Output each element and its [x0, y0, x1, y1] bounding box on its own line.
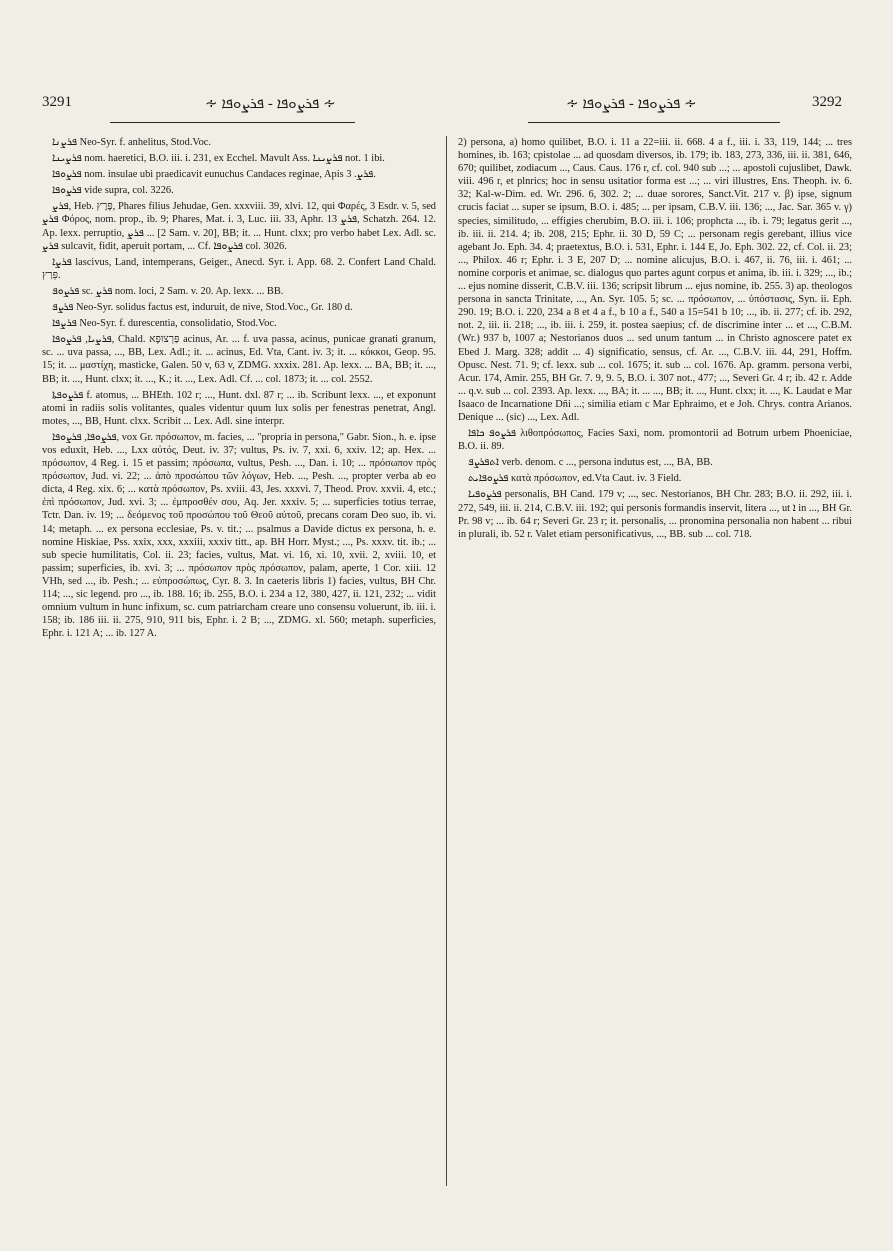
header-title-left: ∻ ܦܪܨܘܦܐ - ܦܪܨܘܦܐ ∻: [205, 96, 336, 112]
dictionary-entry: ܦܪܨܘܦܐܝܬ κατὰ πρόσωπον, ed.Vta Caut. iv. 3 Field.: [468, 473, 682, 485]
dictionary-entry: ܦܪܨܘܦܐ nom. insulae ubi praedicavit eunuchus Candaces reginae, Apis ܦܪܨ. 3.: [52, 169, 376, 181]
running-header: [0, 94, 893, 114]
dictionary-entry: ܦܪܨܘܦ sc. ܦܪܨ nom. loci, 2 Sam. v. 20. Ap. lexx. ... BB.: [52, 285, 284, 297]
dictionary-entry: ܦܪܨܝܢܐ nom. haeretici, B.O. iii. i. 231, ex Ecchel. Mavult Ass. ܦܪܨܝܢܐ not. 1 ibi.: [52, 153, 385, 165]
dictionary-entry: ܦܪܨܢܐ Neo-Syr. f. anhelitus, Stod.Voc.: [52, 137, 211, 148]
dictionary-entry: ܦܪܨ, Heb. פֶּרֶץ, Phares filius Jehudae, Gen. xxxviii. 39, xlvi. 12, qui Φαρές, 3 Esdr. v. 5, sed ܦܪܨ Φόρος, nom. prop., ib. 9; Phares, Mat. i. 3, Luc. iii. 33, Aphr. ܦܪܨ 13, Schatzh. 264. 12. Ap. lexx. perruptio, ܦܪܨ ... [2 Sam. v. 20], BB; it. ... Hunt. clxx; pro verbo habet Lex. Adl. sc. ܦܪܨ sulcavit, fidit, aperuit portam, ... Cf. ܦܪܨܘܦܐ col. 3026.: [42, 201, 436, 252]
header-title-right: ∻ ܦܪܨܘܦܐ - ܦܪܨܘܦܐ ∻: [566, 96, 697, 112]
dictionary-entry: ܦܪܨܘܦܝܐ personalis, BH Cand. 179 v; ..., sec. Nestorianos, BH Chr. 283; B.O. ii. 292, iii. i. 272, 549, iii. ii. 214, C.B.V. iii. 192; qui personis formandis inservit, litera ..., ut ܐ in ..., BH Gr. Pr. 98 v; ... ib. 64 r; Severi Gr. 23 r; it. personalis, ... pronomina personalia non habent ... ribui in plurali, ib. 52 r. Valet etiam personificativus, ..., BB. sub ... col. 718.: [458, 489, 852, 540]
dictionary-entry: ܦܪܨܘܦܬܐ f. atomus, ... BHEth. 102 r; ..., Hunt. dxl. 87 r; ... ib. Scribunt lexx. ..., et exponunt atomi in radiis solis volitantes, quales videntur quum lux solis per fenestras penetrat, Angl. motes, ..., BB, Hunt. clxx. Scribit ... Lex. Adl. sine interpr.: [42, 389, 436, 427]
dictionary-entry: ܦܪܨܝܐ, ܦܪܨܘܦܐ, Chald. פַּרְצוּפָא acinus, Ar. ... f. uva passa, acinus, punicae granati granum, sc. ... uva passa, ..., BB, Lex. Adl.; it. ... acinus, Ed. Vta, Cant. iv. 3; it. ... κόκκοι, Geop. 95. 15; it. ... μαστίχη, masticke, Galen. 50 v, 63 v, ZDMG. xxxix. 281. Ap. lexx. ... BA, BB; it. ..., BB; it. ..., Hunt. clxx; it. ..., K.; it. ..., Lex. Adl. Cf. ... col. 1873; it. ... col. 2552.: [42, 334, 436, 385]
right-column: [458, 136, 852, 1186]
dictionary-entry: ܐܬܦܪܨܦ verb. denom. c ..., persona indutus est, ..., BA, BB.: [468, 457, 713, 469]
dictionary-entry: ܦܪܨܦ Neo-Syr. solidus factus est, induruit, de nive, Stod.Voc., Gr. 180 d.: [52, 302, 353, 314]
left-column: [42, 136, 436, 1186]
dictionary-entry: ܦܪܨܦܐ Neo-Syr. f. durescentia, consolidatio, Stod.Voc.: [52, 318, 277, 330]
dictionary-entry: 2) persona, a) homo quilibet, B.O. i. 11 a 22=iii. ii. 668. 4 a f., iii. i. 33, 119, 144; ... tres homines, ib. 163; cpistolae ... ad quosdam diversos, ib. 179; ib. 183, 273, 336, iii. ii. 381, 646, 670; quilibet, zodiacum ..., Caus. Caus. 176 r, cf. col. 940 sub ...; ... apostoli cujuslibet, Dawk. viii. 496 r, et plnrics; hoc in sensu usitatior forma est ...; ... viri illustres, Ens. Theoph. iv. 6. 32; Kal-w-Dim. ed. Wr. 296. 6, 302. 2; ... duae sorores, Sanct.Vit. 217 v. β) ipse, signum crucis faciat ... super se ipsum, B.O. i. 485; ... per ipsam, C.B.V. iii. 136; ..., Jac. Sar. 365 v. γ) species, similitudo, ... effigies cherubim, B.O. iii. i. 106; prophcta ..., ib. i. 79; legatus gerit ..., ib. iii. ii. 214. 4; ib. 208, 215; Ephr. ii. 30 D, 59 C; ... personam regis gerebant, illius vice agebant Jo. Eph. 34. 4; praetextus, B.O. i. 531, Ephr. i. 144 E, Jo. Eph. 302. 22, cf. Col. ii. 23; ..., Philox. 46 r; Ephr. i. 3 E, 207 D; ... nomine alicujus, B.O. i. 467, ii. 76, iii. i. 461; ... nomine corporis et animae, sc. dialogus quo partes agunt corpus et anima, ib. iii. i. 329; ..., ib.; ... ejus nomine disserit, C.B.V. iii. 136; scripsit librum ... ejus nomine, ib. 255. 3) ap. theologos persona in sancta Trinitate, ..., An. Syr. 105. 5; sc. ... πρόσωπον, ... ὑπόστασις, Syn. ii. Eph. 290. 19; B.O. i. 220, 234 a 8 et 4 a f., b 10 a f., 540 a 15=541 b 10; ..., ib. ii. 277; cf. ib. 292, not. 2, iii. ii. 218; ..., ib. iii. i. 259, it. postea saepius; cf. de discrimine inter ... et ..., C.B.M. (Wr.) 937 b, 1007 a; Nestorianos duos ... sed unum tantum ... in Christo agnoscere patet ex Ebed J. Marg. 328; addit ... 4) significatio, sensus, cf. Ar. ..., C.B.V. iii. 44, 291, Hoffm. Opusc. Nest. 71. 9; cf. lexx. sub ... col. 1675; it. sub ... col. 1676. Ap. gramm. persona verbi, Acur. 174, Amir. 255, BH Gr. 7. 9, 9. 5, B.O. i. 307 not., 477; ..., Severi Gr. 4 r; ib. 42 r. Adde ... q.v. sub ... col. 2393. Ap. lexx. ..., BA; it. ... ..., BB; it. ..., Hunt. clxx; it. ..., K. Laudat e Mar Isaaco de Incarnatione Dñi ...; similia etiam c Mar Ephraimo, et e Joh. Chrys. contra Arianos. Denique ... (sic) ..., Lex. Adl.: [458, 137, 852, 423]
dictionary-entry: ܦܪܨܘܦ ܟܐܦܐ λιθοπρόσωπος, Facies Saxi, nom. promontorii ad Botrum urbem Phoeniciae, B.O. ii. 89.: [458, 428, 852, 453]
dictionary-entry: ܦܪܨܘܦܐ, ܦܪܨܘܦܐ, vox Gr. πρόσωπον, m. facies, ... "propria in persona," Gabr. Sion., h. e. ipse vos eduxit, Heb. ..., Lxx αὐτός, Deut. iv. 37; vultus, Ps. iv. 7, xxi. 6, xxiv. 12; ap. Hex. ... πρόσωπον, 4 Reg. i. 15 et passim; πρόσωπα, vultus, Pesh. ..., Dan. i. 10; ... πρόσωπον πρὸς πρόσωπον, Jud. vi. 22; ... ἀπὸ προσώπου τῶν λόγων, Heb. ..., Pesh. ..., propter verba ab eo dicta, 4 Reg. xix. 6; ... κατὰ πρόσωπον, Ps. xviii. 43, Jes. xxxvi. 7, Theod. Prov. xxvii. 4, etc.; ἐπὶ πρόσωπον, Jud. xvi. 3; ... ἐμπροσθέν σου, Aq. Jer. xxxiv. 5; ... superficies totius terrae, Tctr. Dan. iv. 19; ... δεόμενος τοῦ προσώπου τοῦ Θεοῦ αὐτοῦ, precans coram Deo suo, ib. vi. 14; metaph. ... ex persona ecclesiae, Ps. v. tit.; ... psalmus a Davide dictus ex persona, h. e. nomine Hiskiae, Pss. xxix, xxx, xxxiii, xxxiv titt., ap. BH Horr. Myst.; ..., Ps. xxxv. tit. ib.; ... sub specie humilitatis, Col. ii. 23; facies, vultus, Mat. vi. 16, xi. 10, xvii. 2, xviii. 10, et passim; superficies, ib. xvi. 3; ... πρόσωπον πρὸς πρόσωπον, palam, aperte, 1 Cor. xiii. 12 VHh, sed ..., ib. Pesh.; ... εὐπροσώπως, Cyr. 8. 3. In caeteris libris 1) facies, vultus, BH Chr. 114; ..., sic legend. pro ..., ib. 188. 16; ib. 255, B.O. i. 234 a 12, 380, 427, ii. 121, 232; ... vidit omnium vultum in hunc infixum, sc. cum patriarcham creare uno consensu voluerunt, ib. iii. i. 158; ib. 186 iii. ii. 275, 910, 911 bis, Ephr. i. 2 B; ..., ZDMG. xl. 560; metaph. superficies, Ephr. i. 121 A; ... ib. 127 A.: [42, 431, 436, 640]
dictionary-entry: ܦܪܨܘܦܐ vide supra, col. 3226.: [52, 185, 174, 197]
page-number-right: 3292: [812, 94, 842, 110]
page-number-left: 3291: [42, 94, 72, 110]
header-rule-right: [528, 122, 780, 123]
dictionary-entry: ܦܪܨܐ lascivus, Land, intemperans, Geiger., Anecd. Syr. i. App. 68. 2. Confert Land Chald. פְּרַץ.: [42, 256, 436, 281]
column-divider: [446, 136, 447, 1186]
header-rule-left: [110, 122, 355, 123]
